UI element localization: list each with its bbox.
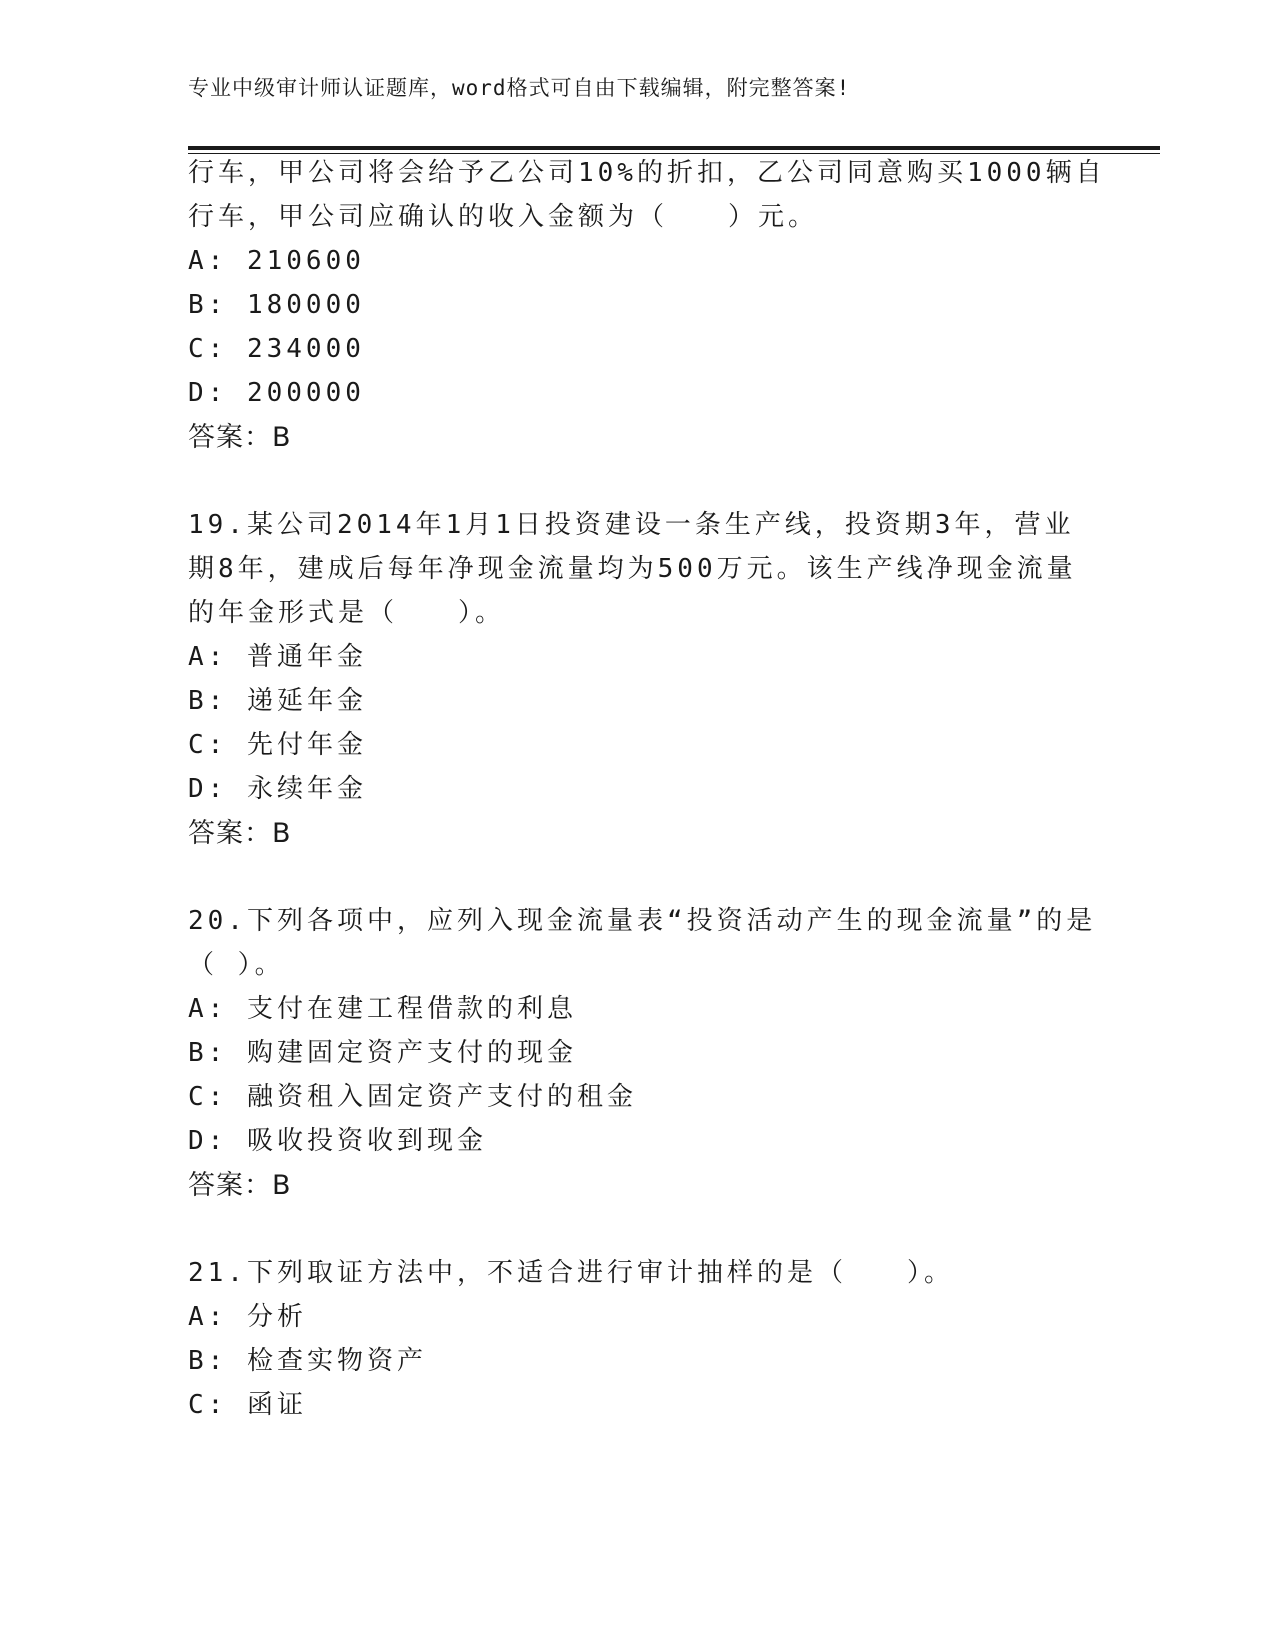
q19-line-3: 的年金形式是（ ）。 xyxy=(188,598,506,628)
q19-line-1: 19.某公司2014年1月1日投资建设一条生产线，投资期3年，营业 xyxy=(188,510,1075,540)
q19-option-c: C: 先付年金 xyxy=(188,730,367,760)
q20-option-a: A: 支付在建工程借款的利息 xyxy=(188,994,577,1024)
q18-line-1: 行车，甲公司将会给予乙公司10%的折扣，乙公司同意购买1000辆自 xyxy=(188,158,1106,188)
header-rule-thin xyxy=(188,153,1160,154)
q20-option-c: C: 融资租入固定资产支付的租金 xyxy=(188,1082,637,1112)
q19-answer: 答案：B xyxy=(188,818,292,849)
q18-option-d: D: 200000 xyxy=(188,378,365,408)
q19-option-a: A: 普通年金 xyxy=(188,642,367,672)
q20-option-d: D: 吸收投资收到现金 xyxy=(188,1126,487,1156)
q19-line-2: 期8年，建成后每年净现金流量均为500万元。该生产线净现金流量 xyxy=(188,554,1077,584)
q21-option-c: C: 函证 xyxy=(188,1390,307,1420)
q21-option-a: A: 分析 xyxy=(188,1302,307,1332)
q21-line-1: 21.下列取证方法中，不适合进行审计抽样的是（ ）。 xyxy=(188,1258,954,1288)
q20-line-2: （ ）。 xyxy=(188,950,285,980)
q18-option-a: A: 210600 xyxy=(188,246,365,276)
q18-option-b: B: 180000 xyxy=(188,290,365,320)
q20-option-b: B: 购建固定资产支付的现金 xyxy=(188,1038,577,1068)
page-header: 专业中级审计师认证题库，word格式可自由下载编辑，附完整答案! xyxy=(188,76,851,100)
q18-line-2: 行车，甲公司应确认的收入金额为（ ）元。 xyxy=(188,202,819,232)
q19-option-d: D: 永续年金 xyxy=(188,774,367,804)
q21-option-b: B: 检查实物资产 xyxy=(188,1346,427,1376)
q20-line-1: 20.下列各项中，应列入现金流量表“投资活动产生的现金流量”的是 xyxy=(188,906,1097,936)
q20-answer: 答案：B xyxy=(188,1170,292,1201)
header-rule-thick xyxy=(188,146,1160,150)
q18-option-c: C: 234000 xyxy=(188,334,365,364)
q19-option-b: B: 递延年金 xyxy=(188,686,367,716)
q18-answer: 答案：B xyxy=(188,422,292,453)
